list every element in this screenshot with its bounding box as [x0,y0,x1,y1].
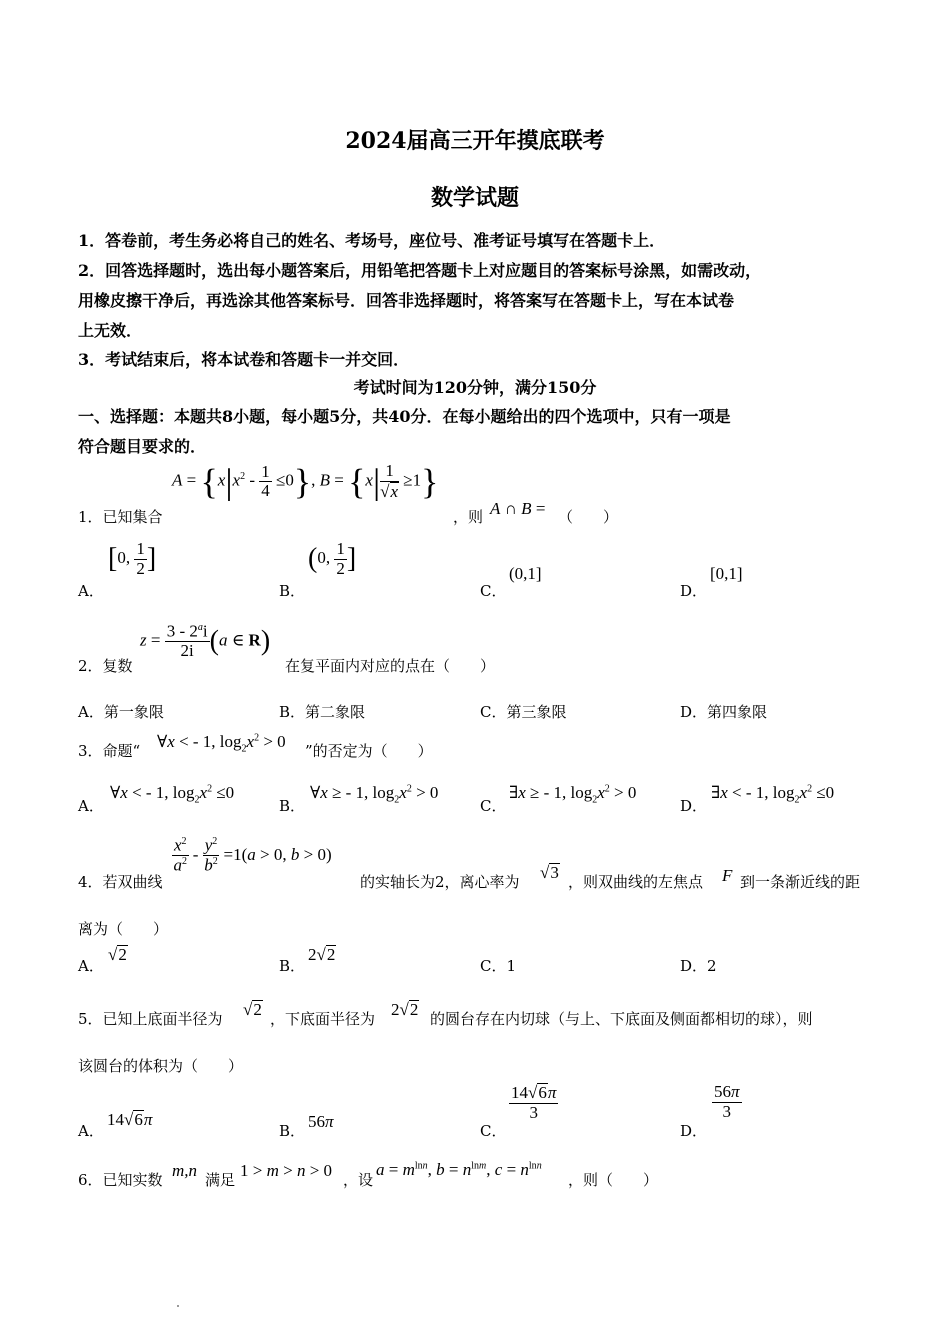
note-line: 3．考试结束后，将本试卷和答题卡一并交回． [78,350,410,369]
question-5-lead: 5．已知上底面半径为 [78,1010,223,1028]
option-b-label[interactable]: B． [279,797,306,815]
option-a-label[interactable]: A． [78,957,104,975]
option-c-label[interactable]: C． [480,1122,507,1140]
question-4-hyperbola: $\frac{x^2}{a^2}$ - $\frac{y^2}{b^2}$ =1(a > 0, b > 0) [173,835,332,875]
note-line: 2．回答选择题时，选出每小题答案后，用铅笔把答题卡上对应题目的答案标号涂黑，如需改动， [78,261,762,280]
section-heading: 符合题目要求的． [78,437,207,456]
question-5-r1: √2 [243,1000,262,1019]
option-d-label[interactable]: D． [680,582,708,600]
note-line: 上无效． [78,321,143,340]
option-c-label[interactable]: C． [480,582,507,600]
option-c-label[interactable]: C． [480,797,507,815]
question-3-expr: ∀x < - 1, $\log_2x^2 > 0$ [157,732,286,755]
option-b-math: 56π [308,1112,334,1131]
note-line: 1．答卷前，考生务必将自己的姓名、考场号，座位号、准考证号填写在答题卡上． [78,231,666,250]
option-a-label[interactable]: A． [78,797,104,815]
option-c[interactable]: C．第三象限 [480,703,567,721]
option-c[interactable]: C．1 [480,957,517,975]
option-a-math: ∀x < - 1, $\log_2x^2 \le 0$ [110,783,235,806]
option-c-math: $\frac{14√6\pi}{3}$ [511,1083,557,1122]
option-d-math: $\frac{56\pi}{3}$ [714,1082,740,1121]
exam-info: 考试时间为120分钟，满分150分 [353,378,597,397]
question-6-tail: ，则（ ） [568,1171,659,1189]
option-c-math: ∃x ≥ - 1, $\log_2x^2 > 0$ [509,783,637,806]
question-5-mid2: 的圆台存在内切球（与上、下底面及侧面都相切的球），则 [430,1010,813,1028]
question-2-lead: 2．复数 [78,657,133,675]
option-a-math: 14√6π [107,1110,153,1129]
question-4-sqrt3: √3 [540,863,559,882]
question-6-lead: 6．已知实数 [78,1171,163,1189]
option-d[interactable]: D．第四象限 [680,703,768,721]
question-5-r2: 2√2 [391,1000,419,1019]
option-d-math: ∃x < - 1, $\log_2x^2 \le 0$ [711,783,835,806]
question-4-mid1: 的实轴长为2，离心率为 [360,873,520,891]
page-title: 2024届高三开年摸底联考 [345,128,605,154]
question-6-cond: 1 > m > n > 0 [240,1161,333,1180]
question-3-lead: 3．命题“ [78,742,141,760]
question-6-mid1: 满足 [205,1171,236,1189]
option-a-math: √2 [108,945,127,964]
option-d-math: [0,1] [710,564,743,583]
option-b[interactable]: B．第二象限 [279,703,366,721]
question-4-focus: F [722,866,733,885]
scan-dot [177,1305,179,1307]
option-d[interactable]: D．2 [680,957,717,975]
page-subtitle: 数学试题 [430,185,519,211]
question-1-tail: ，则 [453,508,484,526]
option-b-label[interactable]: B． [279,582,306,600]
question-5-line2: 该圆台的体积为（ ） [78,1057,244,1075]
question-1-sets: $A = \{x|x^2$ - $\frac{1}{4}$ ≤0}, B = {x| $\frac{1}{√x}$ ≥1} [172,461,439,502]
question-1-lead: 1．已知集合 [78,508,163,526]
option-b-label[interactable]: B． [279,1122,306,1140]
option-a-label[interactable]: A． [78,1122,104,1140]
option-a-math: [0, $\frac{1}{2}$ ] [108,539,157,578]
note-line: 用橡皮擦干净后，再选涂其他答案标号．回答非选择题时，将答案写在答题卡上，写在本试卷 [78,291,735,310]
section-heading: 一、选择题：本题共8小题，每小题5分，共40分．在每小题给出的四个选项中，只有一项是 [78,407,731,426]
question-1-expr: A ∩ B = [490,499,546,518]
question-2-tail: 在复平面内对应的点在（ ） [285,657,496,675]
option-b-math: 2√2 [308,945,336,964]
question-4-mid3: 到一条渐近线的距 [740,873,861,891]
question-6-defs: $a = m^{lnn}$, $b = n^{lnm}$, $c = n^{lnn}$ [376,1160,542,1179]
question-4-lead: 4．若双曲线 [78,873,163,891]
option-d-label[interactable]: D． [680,797,708,815]
option-b-math: ∀x ≥ - 1, $\log_2x^2 > 0$ [310,783,439,806]
question-2-expr: z = $\frac{3 - 2^ai}{2i}$ (a ∈ R) [140,621,271,661]
option-b-label[interactable]: B． [279,957,306,975]
option-d-label[interactable]: D． [680,1122,708,1140]
question-4-mid2: ，则双曲线的左焦点 [568,873,704,891]
option-b-math: (0, $\frac{1}{2}$ ] [308,539,357,578]
option-a[interactable]: A．第一象限 [78,703,164,721]
question-5-mid1: ，下底面半径为 [270,1010,376,1028]
option-c-math: (0,1] [509,564,542,583]
question-3-tail: ”的否定为（ ） [305,742,433,760]
question-1-paren: （ ） [558,508,619,526]
option-a-label[interactable]: A． [78,582,104,600]
question-6-mid2: ，设 [343,1171,374,1189]
question-4-line2: 离为（ ） [78,920,169,938]
question-6-vars: m,n [172,1161,198,1180]
